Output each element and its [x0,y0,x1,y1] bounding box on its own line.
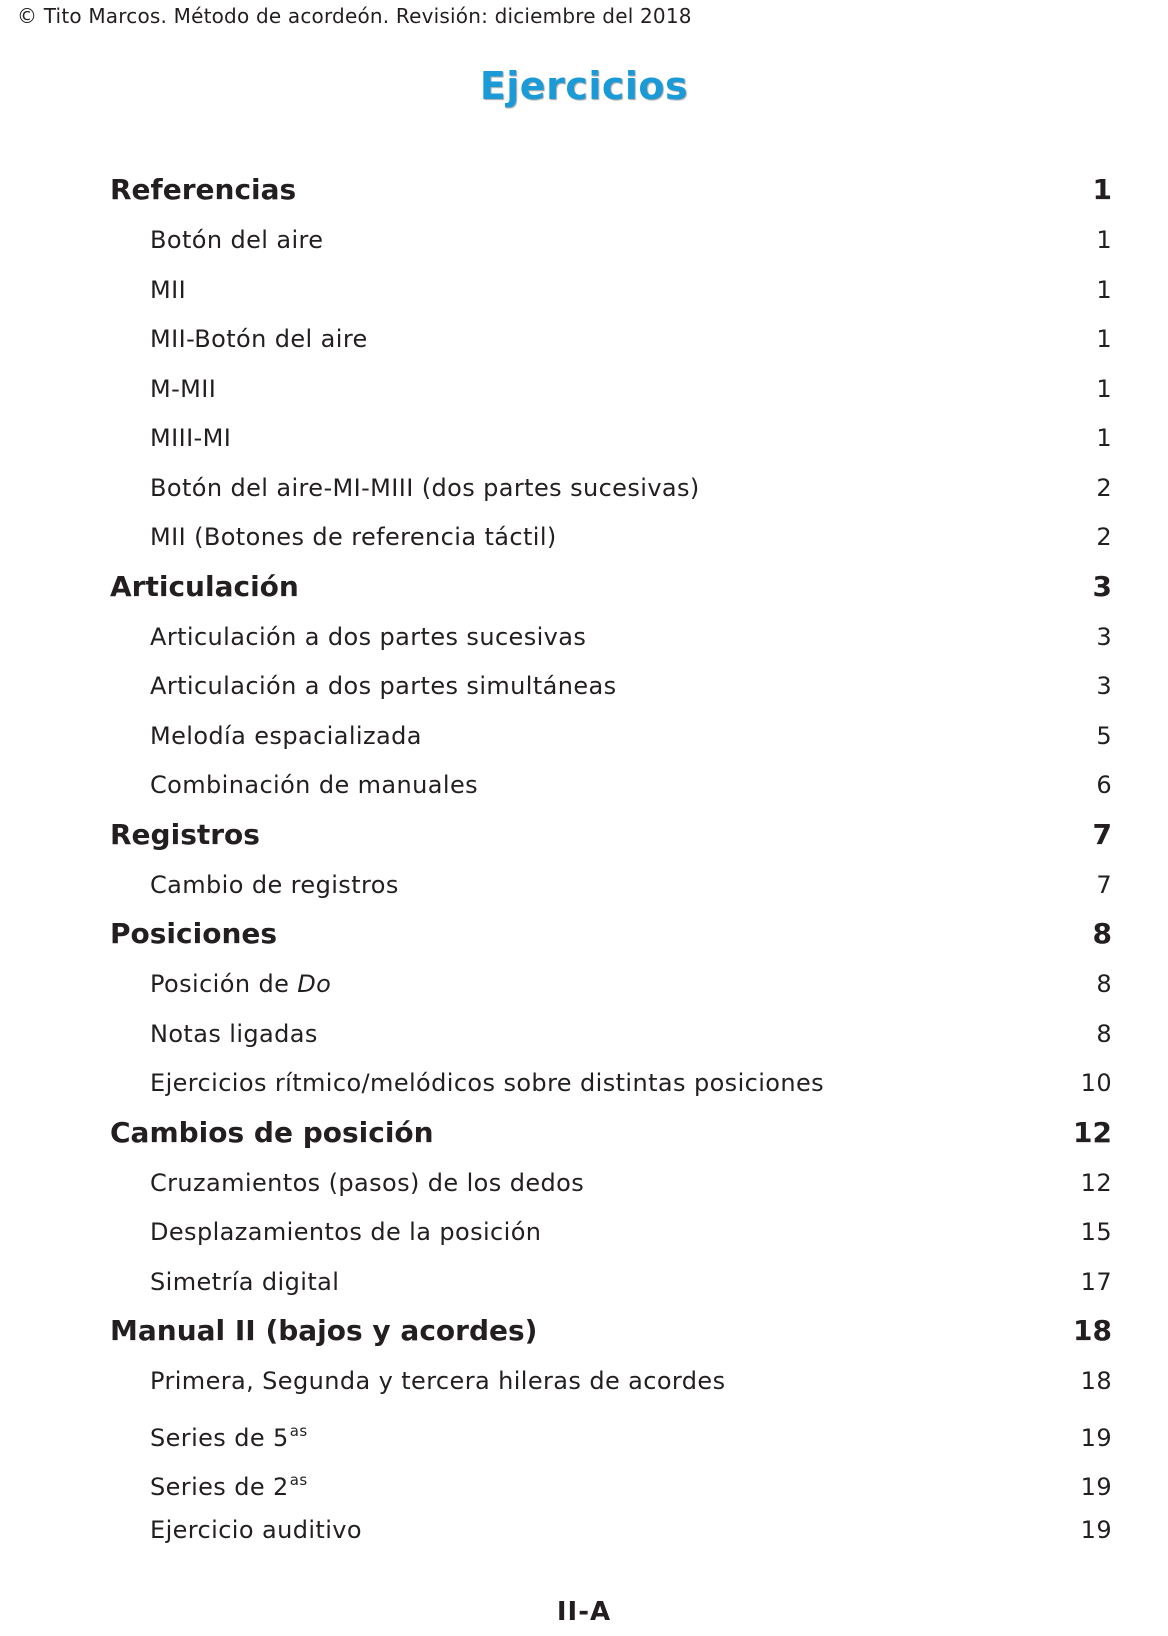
entry-page-number: 1 [1096,275,1112,304]
entry-title-text: Series de 2 [150,1473,289,1501]
entry-title-superscript: as [289,1471,308,1489]
entry-title-text: Desplazamientos de la posición [150,1218,542,1246]
toc-section-heading[interactable] [110,914,1112,964]
entry-title-text: Ejercicios rítmico/melódicos sobre distintas posiciones [150,1069,825,1097]
toc-entry[interactable] [110,1411,1112,1461]
entry-title [150,865,399,905]
entry-page-number: 19 [1080,1423,1112,1452]
entry-title [150,418,231,458]
toc-entry[interactable] [110,617,1112,667]
toc-entry[interactable] [110,716,1112,766]
section-title: Posiciones [110,917,278,950]
entry-title [150,1361,725,1401]
entry-title [150,1212,541,1252]
toc-section [110,1113,1112,1312]
toc-section-heading[interactable] [110,567,1112,617]
toc-section [110,1311,1112,1559]
section-title: Articulación [110,569,299,603]
entry-title [150,220,323,260]
toc-entry[interactable] [110,517,1112,567]
entry-title [150,1460,308,1507]
section-page-number: 3 [1092,569,1112,603]
toc-entry[interactable] [110,1063,1112,1113]
entry-title [150,1411,308,1458]
entry-page-number: 19 [1080,1515,1112,1544]
page-label: II-A [556,1597,612,1627]
entry-title [150,1262,339,1302]
toc-entry[interactable] [110,1361,1112,1411]
toc-entry[interactable] [110,468,1112,518]
entry-title [150,517,557,557]
entry-page-number: 3 [1096,672,1112,700]
entry-title [150,964,331,1004]
entry-page-number: 17 [1080,1267,1112,1296]
entry-title-text: MII-Botón del aire [150,325,368,353]
section-page-number: 18 [1073,1314,1112,1347]
entry-title-text: Botón del aire [150,226,324,254]
entry-title [150,765,478,805]
toc-entry[interactable] [110,418,1112,468]
section-title: Registros [110,817,260,851]
toc-entry[interactable] [110,220,1112,270]
toc-entry[interactable] [110,1262,1112,1312]
entry-title-text: M-MII [150,374,217,403]
entry-title [150,1510,362,1550]
toc-section-heading[interactable] [110,815,1112,865]
entry-page-number: 2 [1096,473,1112,502]
entry-page-number: 7 [1096,870,1112,899]
entry-title-text: Posición de [150,970,298,998]
entry-page-number: 1 [1096,325,1112,353]
section-page-number: 12 [1073,1115,1112,1149]
toc-section [110,567,1112,815]
toc-section-heading[interactable] [110,1311,1112,1361]
entry-title [150,468,700,508]
entry-title-text: Melodía espacializada [150,721,422,750]
entry-title [150,319,368,359]
entry-title-text: Articulación a dos partes sucesivas [150,622,587,651]
table-of-contents [110,170,1112,1559]
section-title: Cambios de posición [110,1115,434,1149]
section-page-number: 8 [1092,917,1112,950]
section-title: Manual II (bajos y acordes) [110,1314,538,1347]
toc-entry[interactable] [110,1510,1112,1560]
entry-page-number: 18 [1080,1367,1112,1395]
entry-page-number: 8 [1096,970,1112,998]
entry-title [150,617,586,657]
entry-page-number: 5 [1096,721,1112,750]
entry-title-text: MIII-MI [150,424,232,452]
entry-title [150,1014,318,1054]
entry-title-text: MII (Botones de referencia táctil) [150,523,557,551]
toc-section-heading[interactable] [110,1113,1112,1163]
entry-title [150,716,422,756]
entry-page-number: 15 [1080,1218,1112,1246]
toc-entry[interactable] [110,1212,1112,1262]
entry-page-number: 19 [1080,1473,1112,1501]
copyright-note: © Tito Marcos. Método de acordeón. Revisión: diciembre del 2018 [17,4,692,28]
entry-title-text: Simetría digital [150,1267,340,1296]
entry-page-number: 12 [1080,1168,1112,1197]
entry-title-text: Articulación a dos partes simultáneas [150,672,617,700]
entry-page-number: 3 [1096,622,1112,651]
toc-section-heading[interactable] [110,170,1112,220]
toc-entry[interactable] [110,865,1112,915]
entry-title [150,270,186,310]
entry-title-text: Primera, Segunda y tercera hileras de acordes [150,1367,726,1395]
toc-section [110,914,1112,1113]
section-page-number: 1 [1092,173,1112,206]
toc-entry[interactable] [110,1014,1112,1064]
entry-title-superscript: as [289,1421,308,1440]
entry-page-number: 1 [1096,424,1112,452]
toc-entry[interactable] [110,319,1112,369]
toc-entry[interactable] [110,765,1112,815]
entry-title-text: Ejercicio auditivo [150,1515,362,1544]
page-title: Ejercicios [479,64,689,108]
entry-title [150,1063,824,1103]
entry-title-text: Cruzamientos (pasos) de los dedos [150,1168,585,1197]
entry-page-number: 1 [1096,226,1112,254]
entry-title-italic: Do [297,970,332,998]
entry-page-number: 2 [1096,523,1112,551]
toc-entry[interactable] [110,270,1112,320]
entry-page-number: 1 [1096,374,1112,403]
entry-title-text: Combinación de manuales [150,771,479,799]
entry-title [150,666,617,706]
section-page-number: 7 [1092,817,1112,851]
toc-entry[interactable] [110,1460,1112,1510]
toc-entry[interactable] [110,369,1112,419]
toc-entry[interactable] [110,666,1112,716]
entry-page-number: 8 [1096,1019,1112,1048]
entry-title-text: Botón del aire-MI-MIII (dos partes sucesivas) [150,473,700,502]
entry-page-number: 6 [1096,771,1112,799]
toc-section [110,170,1112,567]
section-title: Referencias [110,173,297,206]
entry-title [150,369,216,409]
entry-title-text: Cambio de registros [150,870,399,899]
entry-title-text: Notas ligadas [150,1019,318,1048]
toc-section [110,815,1112,915]
toc-entry[interactable] [110,1163,1112,1213]
entry-title-text: Series de 5 [150,1423,289,1452]
toc-entry[interactable] [110,964,1112,1014]
entry-page-number: 10 [1080,1069,1112,1097]
entry-title-text: MII [150,275,187,304]
entry-title [150,1163,584,1203]
